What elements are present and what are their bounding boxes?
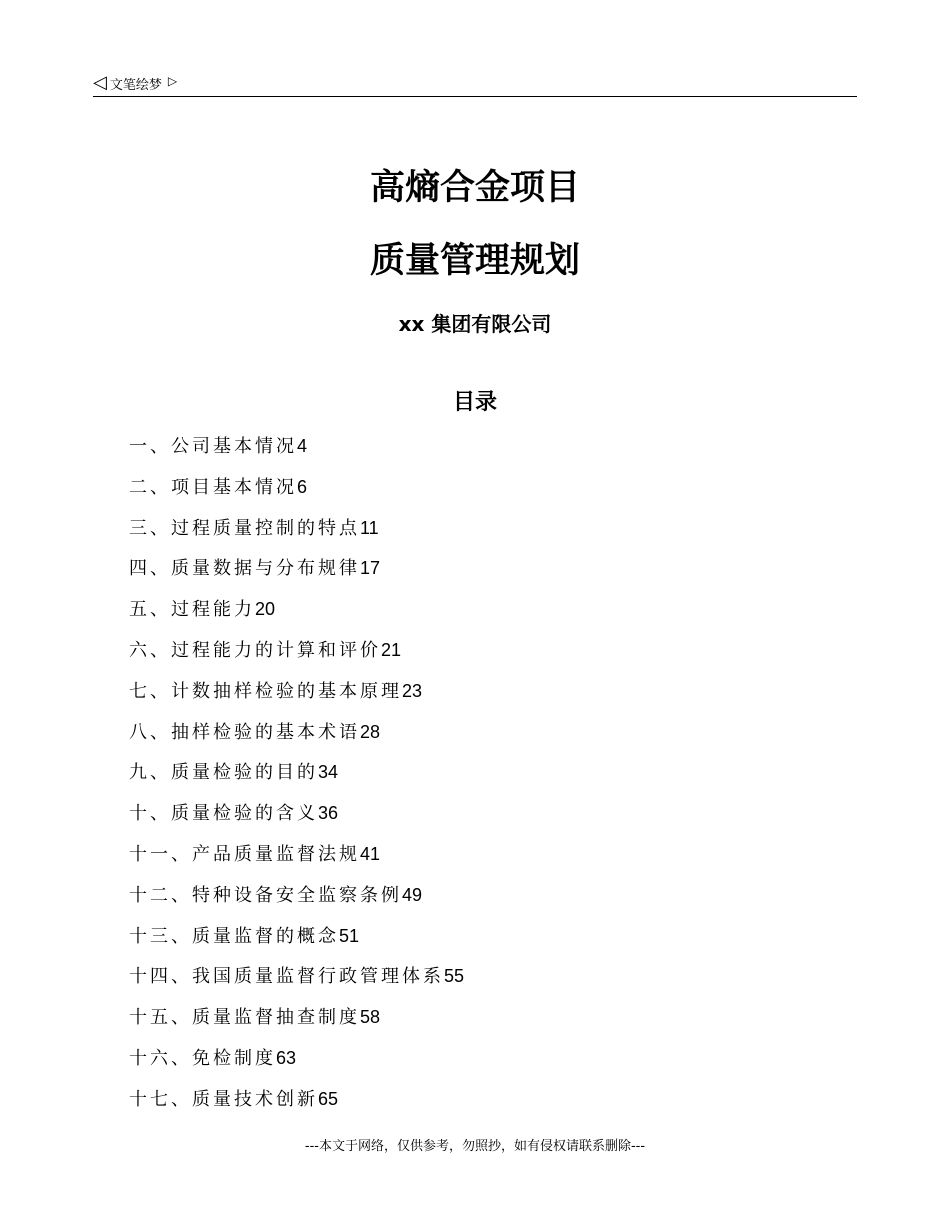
toc-item-page: 11: [360, 517, 379, 538]
toc-item-page: 17: [360, 558, 381, 579]
toc-item-page: 36: [318, 803, 339, 824]
toc-item-label: 十三、质量监督的概念: [129, 925, 339, 947]
toc-item-label: 十五、质量监督抽查制度: [129, 1007, 360, 1029]
toc-item[interactable]: [129, 875, 464, 916]
toc-item-page: 4: [297, 436, 308, 456]
toc-item-label: 八、抽样检验的基本术语: [129, 721, 360, 743]
triangle-right-icon: ▷: [167, 74, 178, 88]
toc-item-page: 20: [255, 599, 276, 620]
toc-item-label: 四、质量数据与分布规律: [129, 558, 360, 580]
toc-item-label: 九、质量检验的目的: [129, 762, 318, 784]
toc-item[interactable]: [129, 712, 464, 753]
toc-item-page: 6: [297, 476, 308, 497]
toc-item-label: 十四、我国质量监督行政管理体系: [129, 966, 444, 988]
toc-item-page: 28: [360, 721, 381, 742]
toc-heading: 目录: [452, 390, 497, 415]
toc-item-label: 二、项目基本情况: [129, 476, 297, 498]
toc-item-label: 七、计数抽样检验的基本原理: [129, 680, 402, 702]
toc-item-page: 41: [360, 843, 381, 864]
toc-item[interactable]: [129, 956, 464, 997]
toc-item-label: 十六、免检制度: [129, 1047, 276, 1069]
brand-text: 文笔绘梦: [109, 77, 162, 93]
toc-item[interactable]: [129, 589, 464, 630]
toc-item-label: 六、过程能力的计算和评价: [129, 639, 381, 661]
toc-item-page: 55: [444, 966, 465, 987]
toc-item[interactable]: [129, 752, 464, 793]
toc-item[interactable]: [129, 548, 464, 589]
toc-item[interactable]: [129, 997, 464, 1038]
toc-item-label: 十七、质量技术创新: [129, 1088, 318, 1110]
toc-item-label: 一、公司基本情况: [129, 436, 297, 457]
toc-item-page: 63: [276, 1047, 297, 1068]
document-title-line2: 质量管理规划: [369, 241, 580, 281]
toc-item-label: 五、过程能力: [129, 599, 255, 621]
page-footer: ---本文于网络，仅供参考，勿照抄，如有侵权请联系删除---: [304, 1139, 646, 1154]
document-title-line1: 高熵合金项目: [369, 168, 580, 208]
toc-item-page: 58: [360, 1007, 381, 1028]
toc-item[interactable]: [129, 426, 464, 467]
triangle-left-icon: ◁: [93, 72, 107, 93]
toc-item[interactable]: [129, 916, 464, 957]
toc-item-page: 34: [318, 762, 339, 783]
toc-item[interactable]: [129, 630, 464, 671]
toc-item[interactable]: [129, 834, 464, 875]
toc-item[interactable]: [129, 793, 464, 834]
toc-item-label: 十一、产品质量监督法规: [129, 843, 360, 865]
header-brand: [93, 72, 177, 94]
toc-item-page: 49: [402, 884, 423, 905]
toc-item-page: 65: [318, 1088, 339, 1109]
page-header: [93, 72, 857, 97]
company-name: xx 集团有限公司: [398, 312, 552, 336]
toc-item-page: 23: [402, 680, 423, 701]
toc-item-page: 51: [339, 925, 360, 946]
toc-item-label: 三、过程质量控制的特点: [129, 517, 360, 539]
table-of-contents: [129, 426, 464, 1120]
toc-item[interactable]: [129, 467, 464, 508]
toc-item[interactable]: [129, 671, 464, 712]
toc-item[interactable]: [129, 508, 464, 549]
toc-item[interactable]: [129, 1079, 464, 1120]
toc-item-label: 十、质量检验的含义: [129, 803, 318, 825]
toc-item-page: 21: [381, 639, 402, 660]
toc-item-label: 十二、特种设备安全监察条例: [129, 884, 402, 906]
toc-item[interactable]: [129, 1038, 464, 1079]
